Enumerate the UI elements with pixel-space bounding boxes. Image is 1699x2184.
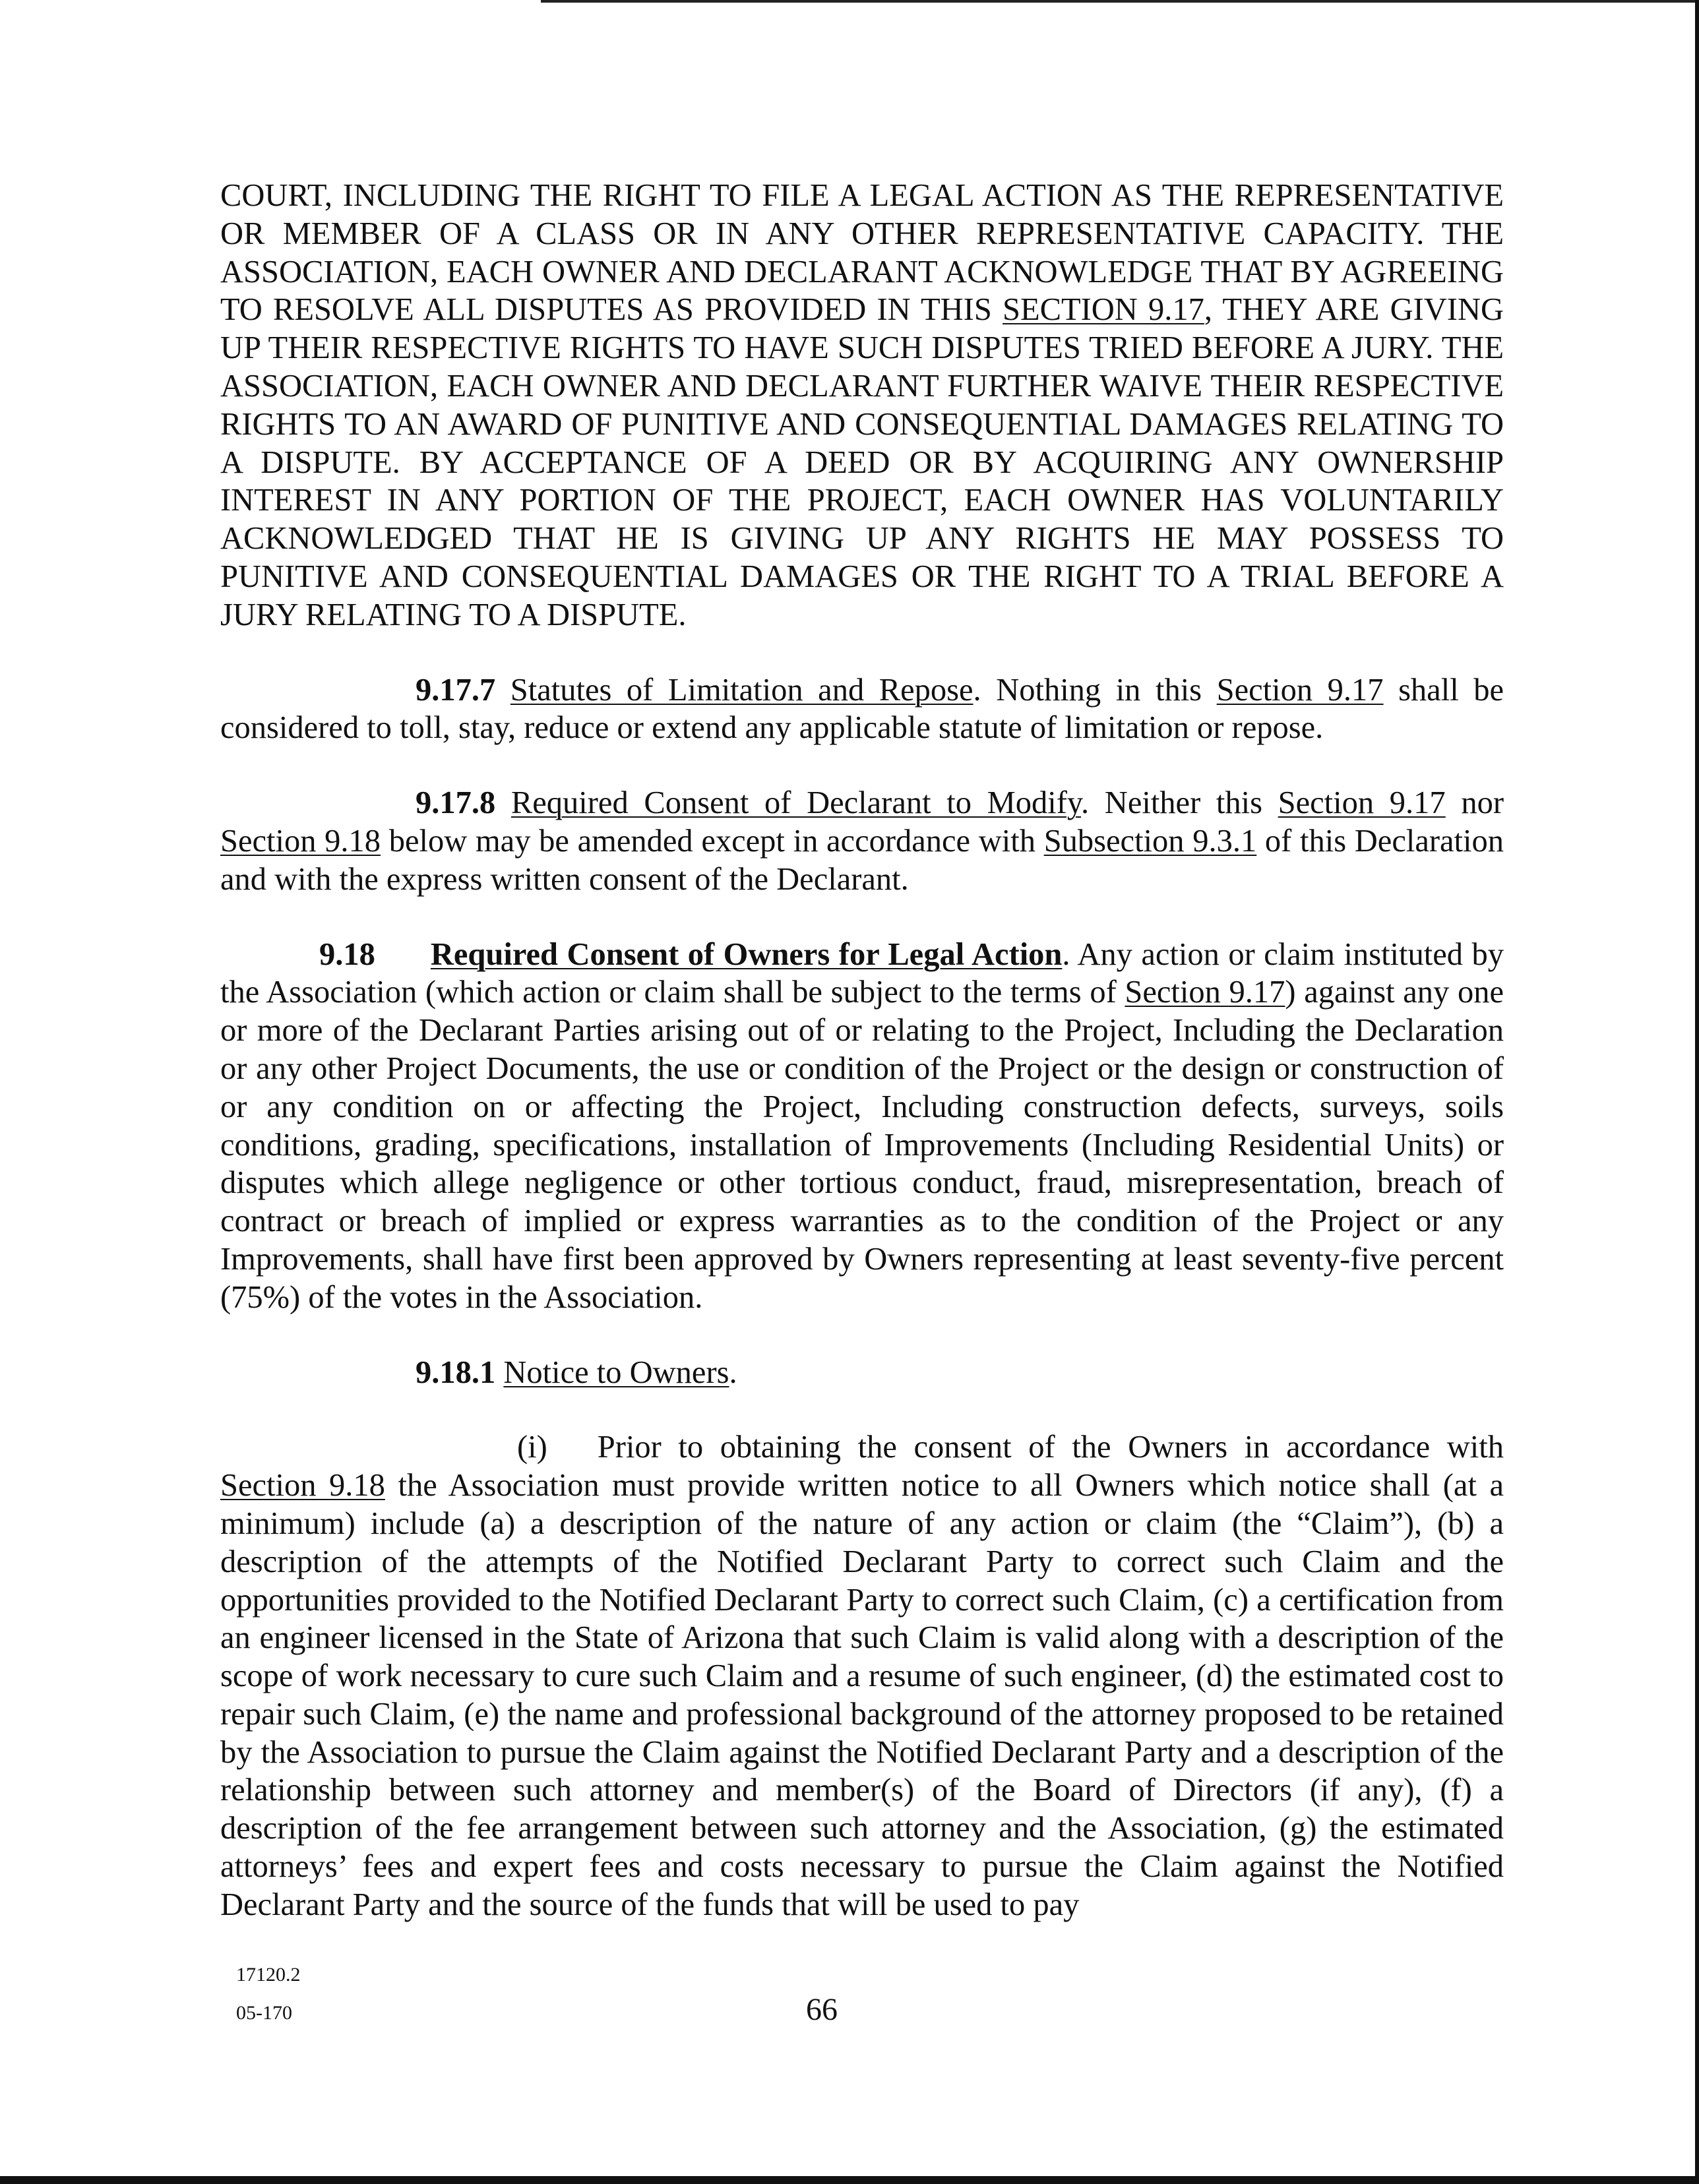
section-9-17-8: 9.17.8 Required Consent of Declarant to Modify. Neither this Section 9.17 nor Section 9.18 below may be amended except in accordance with Subsection 9.3.1 of this Declaration and with the express written consent of the Declarant.: [220, 785, 1504, 897]
footer-doc-code: 05-170: [236, 2002, 292, 2024]
paragraph-jury-waiver: COURT, INCLUDING THE RIGHT TO FILE A LEGAL ACTION AS THE REPRESENTATIVE OR MEMBER OF A CLASS OR IN ANY OTHER REPRESENTATIVE CAPACITY. THE ASSOCIATION, EACH OWNER AND DECLARANT ACKNOWLEDGE THAT BY AGREEING TO RESOLVE ALL DISPUTES AS PROVIDED IN THIS SECTION 9.17, THEY ARE GIVING UP THEIR RESPECTIVE RIGHTS TO HAVE SUCH DISPUTES TRIED BEFORE A JURY. THE ASSOCIATION, EACH OWNER AND DECLARANT FURTHER WAIVE THEIR RESPECTIVE RIGHTS TO AN AWARD OF PUNITIVE AND CONSEQUENTIAL DAMAGES RELATING TO A DISPUTE. BY ACCEPTANCE OF A DEED OR BY ACQUIRING ANY OWNERSHIP INTEREST IN ANY PORTION OF THE PROJECT, EACH OWNER HAS VOLUNTARILY ACKNOWLEDGED THAT HE IS GIVING UP ANY RIGHTS HE MAY POSSESS TO PUNITIVE AND CONSEQUENTIAL DAMAGES OR THE RIGHT TO A TRIAL BEFORE A JURY RELATING TO A DISPUTE.: [220, 178, 1504, 632]
section-ref: Section 9.18: [220, 1468, 385, 1503]
section-ref: Section 9.17: [1216, 672, 1384, 708]
item-i: (i) Prior to obtaining the consent of the Owners in accordance with Section 9.18 the Association must provide written notice to all Owners which notice shall (at a minimum) include (a) a description of the nature of any action or claim (the “Claim”), (b) a description of the attempts of the Notified Declarant Party to correct such Claim and the opportunities provided to the Notified Declarant Party to correct such Claim, (c) a certification from an engineer licensed in the State of Arizona that such Claim is valid along with a description of the scope of work necessary to cure such Claim and a resume of such engineer, (d) the estimated cost to repair such Claim, (e) the name and professional background of the attorney proposed to be retained by the Association to pursue the Claim against the Notified Declarant Party and a description of the relationship between such attorney and member(s) of the Board of Directors (if any), (f) a description of the fee arrangement between such attorney and the Association, (g) the estimated attorneys’ fees and expert fees and costs necessary to pursue the Claim against the Notified Declarant Party and the source of the funds that will be used to pay: [220, 1430, 1504, 1922]
page-number: 66: [806, 1992, 838, 2027]
section-number: 9.18: [319, 936, 375, 972]
section-number: 9.17.8: [416, 785, 496, 821]
section-9-17-7: 9.17.7 Statutes of Limitation and Repose. Nothing in this Section 9.17 shall be considered to toll, stay, reduce or extend any applicable statute of limitation or repose.: [220, 672, 1504, 746]
section-title: Notice to Owners: [503, 1354, 729, 1390]
section-ref: Section 9.17: [1125, 975, 1285, 1010]
section-number: 9.17.7: [416, 672, 496, 708]
footer-doc-id: 17120.2: [236, 1964, 301, 1986]
document-body: [220, 177, 1504, 1924]
section-ref: Subsection 9.3.1: [1043, 823, 1257, 859]
section-title: Required Consent of Declarant to Modify: [510, 785, 1081, 821]
section-9-18: 9.18 Required Consent of Owners for Legal Action. Any action or claim instituted by the Association (which action or claim shall be subject to the terms of Section 9.17) against any one or more of the Declarant Parties arising out of or relating to the Project, Including the Declaration or any other Project Documents, the use or condition of the Project or the design or construction of or any condition on or affecting the Project, Including construction defects, surveys, soils conditions, grading, specifications, installation of Improvements (Including Residential Units) or disputes which allege negligence or other tortious conduct, fraud, misrepresentation, breach of contract or breach of implied or express warranties as to the condition of the Project or any Improvements, shall have first been approved by Owners representing at least seventy-five percent (75%) of the votes in the Association.: [220, 936, 1504, 1315]
scan-edge-right: [1695, 0, 1699, 2184]
section-number: 9.18.1: [416, 1354, 496, 1390]
section-title: Statutes of Limitation and Repose: [510, 672, 973, 708]
section-heading: Required Consent of Owners for Legal Action: [430, 936, 1063, 972]
section-ref: Section 9.17: [1278, 785, 1446, 821]
section-9-18-1: 9.18.1 Notice to Owners.: [416, 1354, 737, 1390]
scan-edge-top: [541, 0, 1699, 3]
item-label: (i): [517, 1430, 547, 1465]
section-ref: SECTION 9.17: [1003, 292, 1204, 328]
scan-edge-bottom: [0, 2176, 1699, 2184]
section-ref: Section 9.18: [220, 823, 381, 859]
